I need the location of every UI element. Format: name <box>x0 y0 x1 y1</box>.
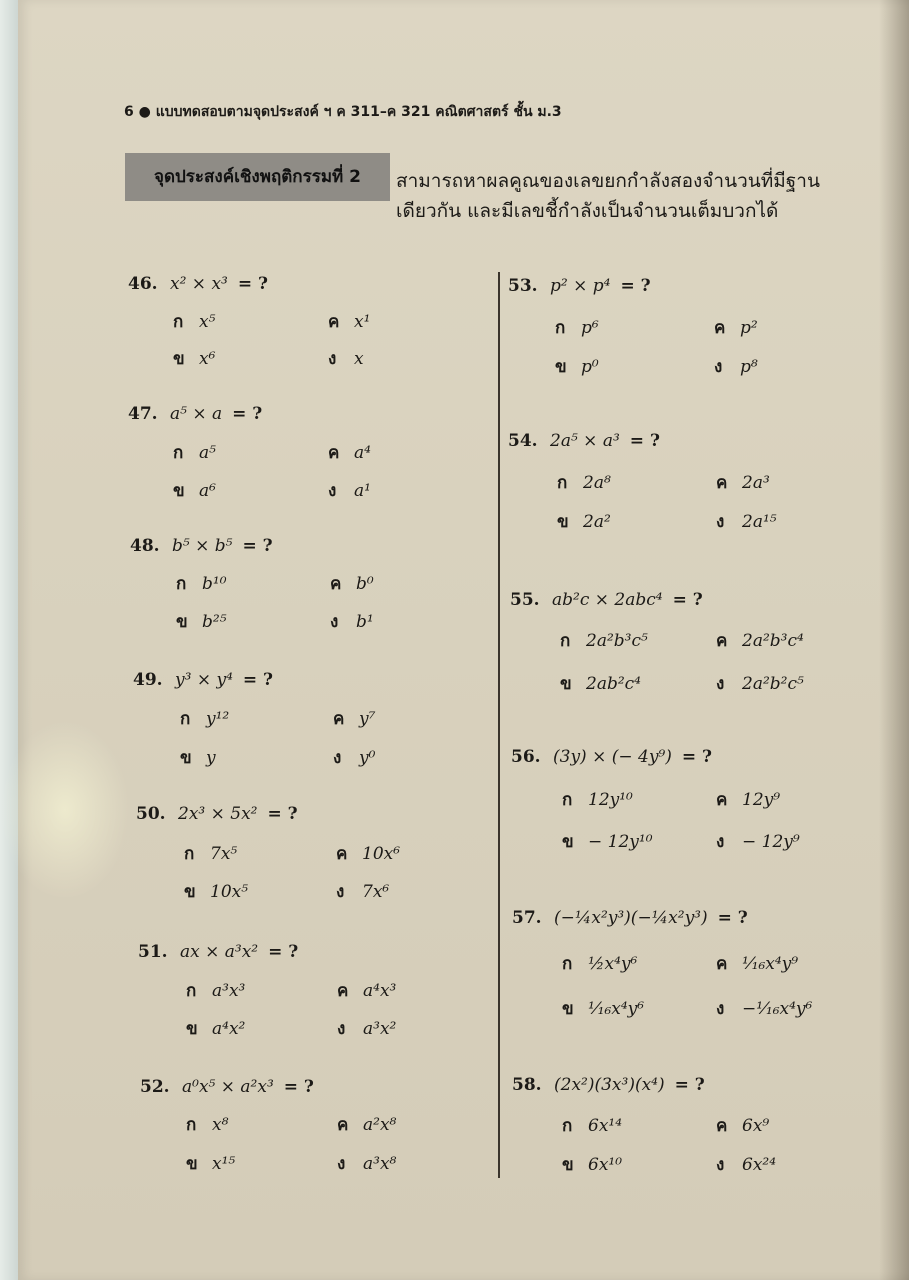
choice-key: ค <box>328 312 340 332</box>
choice-47-c <box>328 439 371 467</box>
choice-51-a <box>186 977 245 1005</box>
question-49 <box>133 666 273 694</box>
objective-text <box>396 166 836 226</box>
choice-54-c <box>716 469 770 497</box>
choice-answer: p² <box>740 318 758 338</box>
choice-53-d <box>714 353 758 381</box>
question-number: 54. <box>508 431 538 451</box>
choice-answer: 6x¹⁴ <box>588 1116 623 1136</box>
equals-question: = ? <box>242 536 273 556</box>
choice-answer: y⁷ <box>359 709 376 729</box>
choice-47-b <box>173 477 216 505</box>
choice-52-a <box>186 1111 228 1139</box>
choice-answer: 2a² <box>583 512 611 532</box>
choice-key: ก <box>562 954 573 974</box>
choice-key: ง <box>328 349 337 369</box>
choice-56-a <box>562 786 633 814</box>
choice-48-c <box>330 570 374 598</box>
choice-key: ค <box>337 1115 349 1135</box>
question-expression: (2x²)(3x³)(x⁴) <box>554 1075 665 1095</box>
choice-46-d <box>328 345 364 373</box>
choice-49-b <box>180 744 216 772</box>
objective-line-2: เดียวกัน และมีเลขชี้กำลังเป็นจำนวนเต็มบวกได้ <box>396 200 779 222</box>
choice-key: ก <box>555 318 566 338</box>
question-47 <box>128 400 262 428</box>
choice-key: ง <box>328 481 337 501</box>
choice-key: ก <box>176 574 187 594</box>
choice-48-b <box>176 608 227 636</box>
choice-57-b <box>562 995 644 1023</box>
choice-answer: 7x⁶ <box>362 882 390 902</box>
choice-key: ข <box>173 349 185 369</box>
question-number: 58. <box>512 1075 542 1095</box>
choice-46-c <box>328 308 370 336</box>
question-expression: a⁵ × a <box>170 404 223 424</box>
question-55 <box>510 586 703 614</box>
choice-key: ก <box>184 844 195 864</box>
choice-answer: 2a⁸ <box>583 473 611 493</box>
equals-question: = ? <box>267 804 298 824</box>
question-54 <box>508 427 660 455</box>
choice-answer: a³x² <box>363 1019 397 1039</box>
choice-58-d <box>716 1151 776 1179</box>
choice-key: ก <box>173 312 184 332</box>
choice-57-a <box>562 950 637 978</box>
choice-answer: a³x⁸ <box>363 1154 397 1174</box>
choice-key: ก <box>562 1116 573 1136</box>
choice-key: ข <box>173 481 185 501</box>
choice-answer: a⁴x² <box>212 1019 246 1039</box>
question-expression: x² × x³ <box>170 274 228 294</box>
question-expression: ab²c × 2abc⁴ <box>552 590 663 610</box>
choice-answer: x⁶ <box>199 349 216 369</box>
choice-answer: x¹⁵ <box>212 1154 236 1174</box>
choice-57-d <box>716 995 812 1023</box>
question-56 <box>511 743 712 771</box>
choice-key: ก <box>562 790 573 810</box>
choice-key: ข <box>562 832 574 852</box>
question-expression: b⁵ × b⁵ <box>172 536 233 556</box>
choice-key: ค <box>336 844 348 864</box>
choice-key: ข <box>176 612 188 632</box>
question-number: 49. <box>133 670 163 690</box>
choice-answer: 10x⁵ <box>210 882 249 902</box>
choice-answer: x⁸ <box>212 1115 229 1135</box>
question-48 <box>130 532 273 560</box>
light-glare <box>0 720 130 900</box>
choice-answer: −¹⁄₁₆x⁴y⁶ <box>742 999 813 1019</box>
equals-question: = ? <box>620 276 651 296</box>
question-expression: 2a⁵ × a³ <box>550 431 620 451</box>
choice-key: ค <box>333 709 345 729</box>
choice-58-a <box>562 1112 622 1140</box>
column-divider <box>498 272 500 1178</box>
choice-answer: a⁴ <box>354 443 371 463</box>
equals-question: = ? <box>681 747 713 767</box>
question-52 <box>140 1073 314 1101</box>
choice-52-b <box>186 1150 235 1178</box>
choice-answer: 2a²b²c⁵ <box>742 674 804 694</box>
choice-answer: y¹² <box>206 709 230 729</box>
choice-key: ง <box>716 999 725 1019</box>
question-expression: y³ × y⁴ <box>175 670 233 690</box>
question-number: 51. <box>138 942 168 962</box>
choice-answer: 2ab²c⁴ <box>586 674 641 694</box>
choice-answer: a⁵ <box>199 443 216 463</box>
choice-answer: 2a¹⁵ <box>742 512 777 532</box>
choice-55-d <box>716 670 804 698</box>
choice-49-c <box>333 705 375 733</box>
question-51 <box>138 938 298 966</box>
choice-key: ค <box>716 954 728 974</box>
choice-53-a <box>555 314 599 342</box>
choice-answer: p⁰ <box>581 357 599 377</box>
choice-answer: y <box>206 748 216 768</box>
choice-55-c <box>716 627 804 655</box>
choice-key: ง <box>716 832 725 852</box>
choice-answer: p⁶ <box>581 318 599 338</box>
choice-key: ก <box>557 473 568 493</box>
choice-answer: − 12y⁹ <box>742 832 800 852</box>
choice-key: ง <box>337 1154 346 1174</box>
choice-answer: a⁶ <box>199 481 216 501</box>
question-number: 55. <box>510 590 540 610</box>
choice-key: ง <box>330 612 339 632</box>
question-expression: ax × a³x² <box>180 942 259 962</box>
choice-key: ง <box>336 882 345 902</box>
choice-key: ข <box>184 882 196 902</box>
choice-49-d <box>333 744 375 772</box>
choice-answer: x⁵ <box>199 312 216 332</box>
choice-answer: b⁰ <box>356 574 374 594</box>
choice-key: ง <box>716 512 725 532</box>
choice-answer: a⁴x³ <box>363 981 397 1001</box>
choice-answer: 6x¹⁰ <box>588 1155 623 1175</box>
choice-answer: a¹ <box>354 481 371 501</box>
choice-key: ค <box>330 574 342 594</box>
choice-key: ข <box>562 1155 574 1175</box>
question-50 <box>136 800 298 828</box>
choice-58-c <box>716 1112 769 1140</box>
choice-key: ก <box>560 631 571 651</box>
question-46 <box>128 270 268 298</box>
choice-key: ง <box>716 674 725 694</box>
choice-55-a <box>560 627 648 655</box>
choice-51-d <box>337 1015 396 1043</box>
equals-question: = ? <box>672 590 703 610</box>
choice-56-b <box>562 828 653 856</box>
choice-answer: 2a²b³c⁵ <box>586 631 648 651</box>
choice-53-c <box>714 314 758 342</box>
choice-50-d <box>336 878 389 906</box>
choice-51-c <box>337 977 396 1005</box>
choice-key: ง <box>714 357 723 377</box>
choice-key: ค <box>716 631 728 651</box>
choice-47-a <box>173 439 216 467</box>
choice-54-b <box>557 508 611 536</box>
choice-answer: 2a³ <box>742 473 770 493</box>
choice-key: ค <box>714 318 726 338</box>
choice-key: ค <box>716 1116 728 1136</box>
choice-58-b <box>562 1151 622 1179</box>
choice-answer: x <box>354 349 364 369</box>
choice-key: ก <box>180 709 191 729</box>
choice-key: ข <box>562 999 574 1019</box>
page-edge <box>0 0 18 1280</box>
running-head: 6 ● แบบทดสอบตามจุดประสงค์ ฯ ค 311–ค 321 คณิตศาสตร์ ชั้น ม.3 <box>124 104 562 120</box>
choice-50-c <box>336 840 400 868</box>
choice-49-a <box>180 705 229 733</box>
choice-answer: a²x⁸ <box>363 1115 397 1135</box>
equals-question: = ? <box>232 404 263 424</box>
choice-answer: 2a²b³c⁴ <box>742 631 804 651</box>
objective-label: จุดประสงค์เชิงพฤติกรรมที่ 2 <box>125 153 390 201</box>
choice-key: ข <box>560 674 572 694</box>
choice-54-a <box>557 469 611 497</box>
choice-key: ก <box>186 1115 197 1135</box>
question-57 <box>512 904 748 932</box>
question-number: 46. <box>128 274 158 294</box>
choice-key: ค <box>716 790 728 810</box>
choice-key: ก <box>173 443 184 463</box>
choice-57-c <box>716 950 798 978</box>
choice-46-b <box>173 345 215 373</box>
question-expression: a⁰x⁵ × a²x³ <box>182 1077 274 1097</box>
question-number: 57. <box>512 908 542 928</box>
choice-key: ง <box>716 1155 725 1175</box>
equals-question: = ? <box>268 942 299 962</box>
choice-answer: ¹⁄₁₆x⁴y⁹ <box>742 954 799 974</box>
choice-answer: 12y¹⁰ <box>588 790 633 810</box>
choice-answer: 12y⁹ <box>742 790 781 810</box>
choice-answer: ¹⁄₁₆x⁴y⁶ <box>588 999 645 1019</box>
choice-key: ข <box>557 512 569 532</box>
choice-52-c <box>337 1111 396 1139</box>
choice-answer: b¹ <box>356 612 374 632</box>
choice-key: ค <box>328 443 340 463</box>
choice-55-b <box>560 670 641 698</box>
choice-48-d <box>330 608 374 636</box>
choice-answer: 10x⁶ <box>362 844 401 864</box>
choice-answer: 6x⁹ <box>742 1116 770 1136</box>
equals-question: = ? <box>629 431 660 451</box>
choice-answer: a³x³ <box>212 981 246 1001</box>
equals-question: = ? <box>717 908 748 928</box>
question-number: 56. <box>511 747 541 767</box>
question-53 <box>508 272 651 300</box>
choice-answer: b²⁵ <box>202 612 227 632</box>
choice-key: ง <box>333 748 342 768</box>
choice-52-d <box>337 1150 396 1178</box>
choice-key: ข <box>186 1019 198 1039</box>
choice-53-b <box>555 353 599 381</box>
equals-question: = ? <box>242 670 274 690</box>
choice-46-a <box>173 308 215 336</box>
question-expression: (−¼x²y³)(−¼x²y³) <box>554 908 708 928</box>
choice-56-c <box>716 786 780 814</box>
question-number: 53. <box>508 276 538 296</box>
choice-key: ค <box>716 473 728 493</box>
choice-47-d <box>328 477 371 505</box>
choice-50-a <box>184 840 237 868</box>
question-expression: (3y) × (− 4y⁹) <box>553 747 672 767</box>
equals-question: = ? <box>674 1075 705 1095</box>
question-number: 47. <box>128 404 158 424</box>
question-number: 50. <box>136 804 166 824</box>
choice-answer: − 12y¹⁰ <box>588 832 653 852</box>
question-expression: p² × p⁴ <box>550 276 611 296</box>
equals-question: = ? <box>283 1077 314 1097</box>
choice-54-d <box>716 508 777 536</box>
choice-key: ข <box>186 1154 198 1174</box>
choice-answer: y⁰ <box>359 748 376 768</box>
choice-56-d <box>716 828 800 856</box>
choice-answer: p⁸ <box>740 357 758 377</box>
choice-key: ค <box>337 981 349 1001</box>
choice-answer: 7x⁵ <box>210 844 238 864</box>
choice-key: ข <box>555 357 567 377</box>
choice-answer: ½x⁴y⁶ <box>588 954 638 974</box>
choice-48-a <box>176 570 227 598</box>
objective-line-1: สามารถหาผลคูณของเลขยกกำลังสองจำนวนที่มีฐาน <box>396 170 820 192</box>
question-number: 52. <box>140 1077 170 1097</box>
equals-question: = ? <box>237 274 268 294</box>
choice-answer: b¹⁰ <box>202 574 227 594</box>
choice-answer: 6x²⁴ <box>742 1155 777 1175</box>
choice-answer: x¹ <box>354 312 371 332</box>
choice-51-b <box>186 1015 245 1043</box>
question-expression: 2x³ × 5x² <box>178 804 258 824</box>
choice-key: ข <box>180 748 192 768</box>
choice-50-b <box>184 878 248 906</box>
page-gutter-shadow <box>879 0 909 1280</box>
choice-key: ง <box>337 1019 346 1039</box>
question-58 <box>512 1071 705 1099</box>
question-number: 48. <box>130 536 160 556</box>
choice-key: ก <box>186 981 197 1001</box>
